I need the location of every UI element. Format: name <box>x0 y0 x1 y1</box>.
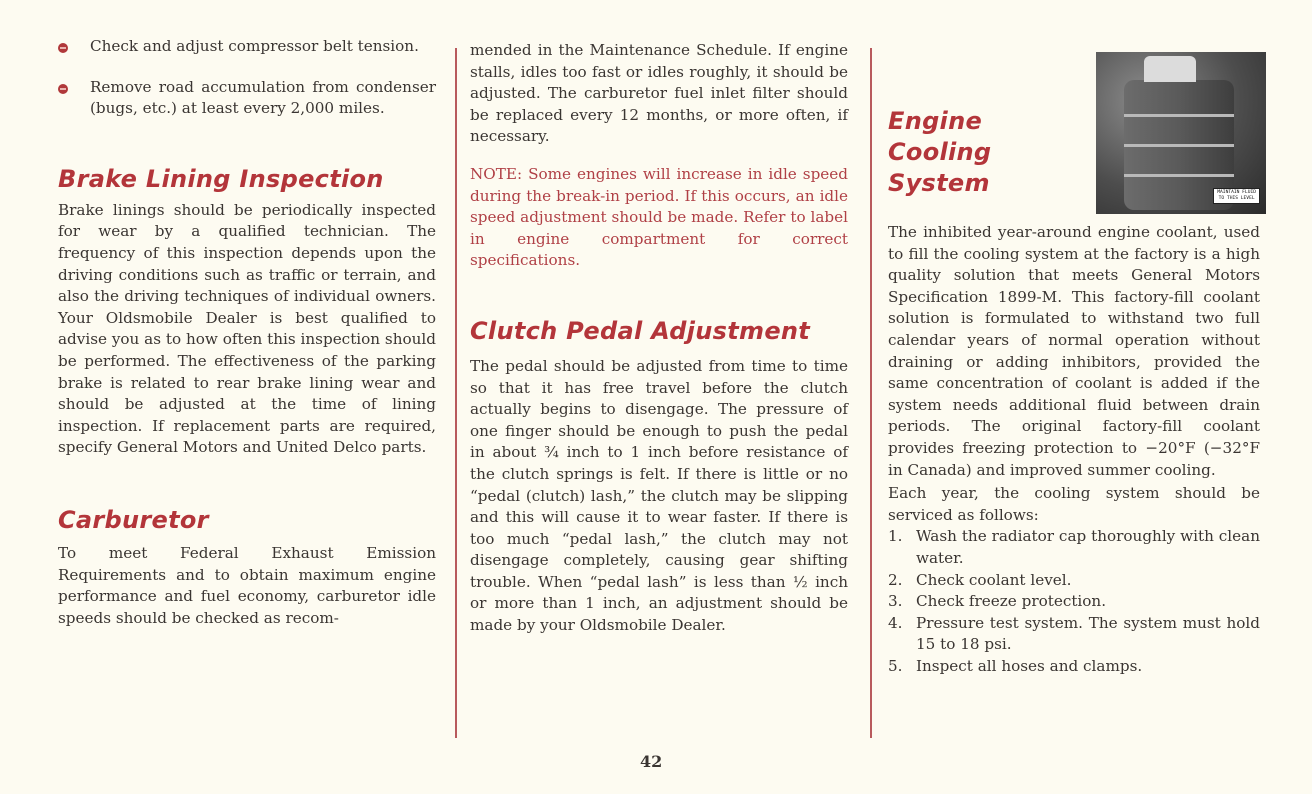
carburetor-body: To meet Federal Exhaust Emission Requirements and to obtain maximum engine performance and fuel economy, carburetor idle speeds should be checked as recom- <box>58 543 436 627</box>
step-text: Check coolant level. <box>916 570 1072 589</box>
heading-line: Cooling <box>888 138 992 166</box>
step-text: Wash the radiator cap thoroughly with clean water. <box>916 527 1260 567</box>
column-3 <box>888 44 1260 744</box>
step-number: 3. <box>888 592 903 611</box>
reservoir-cap-shape <box>1144 56 1196 82</box>
list-item <box>888 526 1260 569</box>
label-line: MAINTAIN FLUID <box>1217 190 1256 195</box>
bullet-icon <box>58 43 68 53</box>
step-number: 4. <box>888 613 903 632</box>
list-item <box>888 591 1260 613</box>
step-number: 1. <box>888 527 903 546</box>
bullet-item <box>58 36 436 58</box>
heading-line: Engine <box>888 107 983 135</box>
carburetor-heading: Carburetor <box>58 505 209 534</box>
coolant-paragraph: The inhibited year-around engine coolant, used to fill the cooling system at the factory is a high quality solution that meets General Motors Specification 1899-M. This factory-fill coolant solution is formulated to withstand two full calendar years of normal operation without draining or adding inhibitors, provided the same concentration of coolant is added if the system needs additional fluid between drain periods. The original factory-fill coolant provides freezing protection to −20°F (−32°F in Canada) and improved summer cooling. <box>888 223 1260 479</box>
step-number: 2. <box>888 570 903 589</box>
tank-band <box>1124 144 1234 147</box>
bullet-icon <box>58 84 68 94</box>
list-item <box>888 613 1260 656</box>
engine-cooling-body <box>888 222 1260 677</box>
service-intro: Each year, the cooling system should be serviced as follows: <box>888 484 1260 524</box>
step-text: Check freeze protection. <box>916 592 1107 611</box>
step-text: Inspect all hoses and clamps. <box>916 656 1143 675</box>
column-1 <box>58 36 436 629</box>
list-item <box>888 570 1260 592</box>
label-line: TO THIS LEVEL <box>1218 196 1255 201</box>
heading-line: System <box>888 169 990 197</box>
clutch-heading: Clutch Pedal Adjustment <box>470 316 811 345</box>
step-text: Pressure test system. The system must hold 15 to 18 psi. <box>916 613 1260 654</box>
clutch-body: The pedal should be adjusted from time to time so that it has free travel before the clutch actually begins to disengage. The pressure of one finger should be enough to push the pedal in about ¾ inch to 1 inch before resistance of the clutch springs is felt. If there is little or no “pedal (clutch) lash,” the clutch may be slipping and this will cause it to wear faster. If there is too much “pedal lash,” the clutch may not disengage completely, causing gear shifting trouble. When “pedal lash” is less than ½ inch or more than 1 inch, an adjustment should be made by your Oldsmobile Dealer. <box>470 356 848 635</box>
bullet-text: Check and adjust compressor belt tension. <box>90 37 419 55</box>
fluid-level-label <box>1213 188 1260 204</box>
carburetor-body-continued: mended in the Maintenance Schedule. If engine stalls, idles too fast or idles roughly, it should be adjusted. The carburetor fuel inlet filter should be replaced every 12 months, or more often, if necessary. <box>470 41 848 146</box>
column-divider-left <box>455 48 457 738</box>
column-2 <box>470 40 848 637</box>
engine-cooling-heading <box>888 106 991 199</box>
bullet-text: Remove road accumulation from condenser (bugs, etc.) at least every 2,000 miles. <box>90 77 436 118</box>
tank-band <box>1124 174 1234 177</box>
list-item <box>888 656 1260 678</box>
step-number: 5. <box>888 656 903 675</box>
page-number: 42 <box>640 752 663 771</box>
brake-body: Brake linings should be periodically inspected for wear by a qualified technician. The frequency of this inspection depends upon the driving conditions such as traffic or terrain, and also the driving techniques of individual owners. Your Oldsmobile Dealer is best qualified to advise you as to how often this inspection should be performed. The effectiveness of the parking brake is related to rear brake lining wear and should be adjusted at the time of lining inspection. If replacement parts are required, specify General Motors and United Delco parts. <box>58 200 436 457</box>
idle-note: NOTE: Some engines will increase in idle speed during the break-in period. If this occurs, an idle speed adjustment should be made. Refer to label in engine compartment for correct specifications. <box>470 164 848 270</box>
service-steps-list <box>888 526 1260 677</box>
coolant-reservoir-photo <box>1096 52 1266 214</box>
column-divider-right <box>870 48 872 738</box>
tank-band <box>1124 114 1234 117</box>
bullet-item <box>58 77 436 120</box>
brake-heading: Brake Lining Inspection <box>58 164 384 193</box>
